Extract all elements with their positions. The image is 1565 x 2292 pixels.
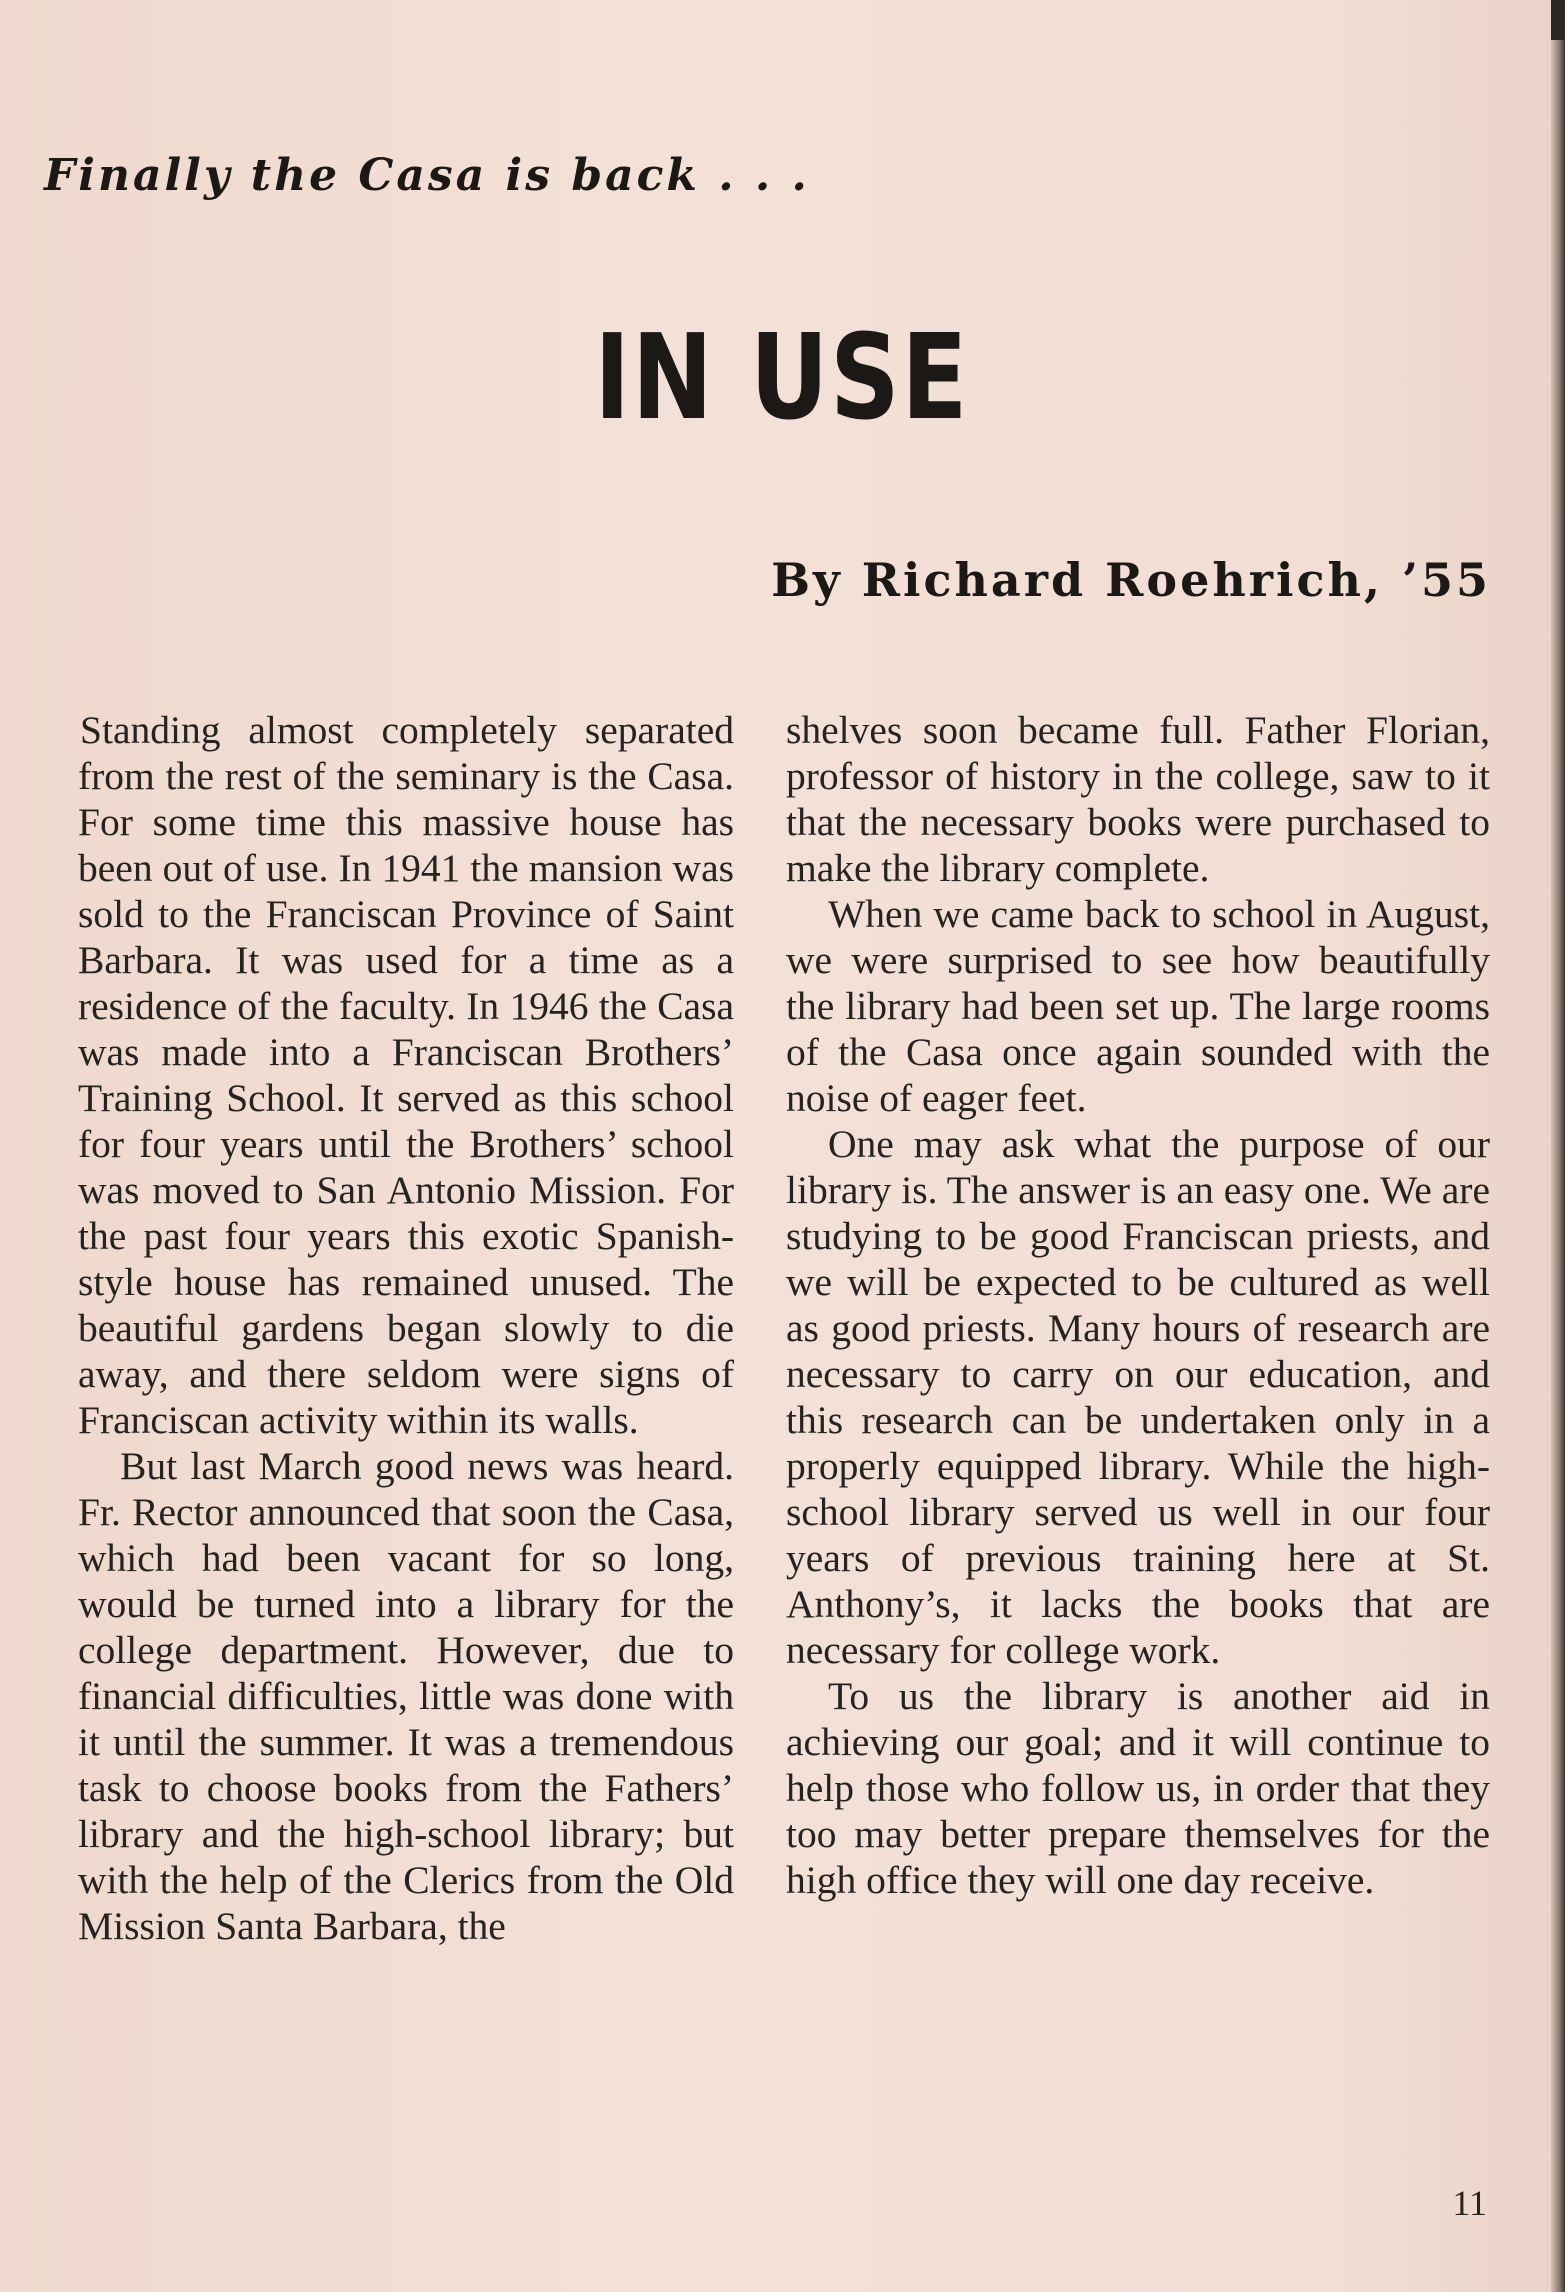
paragraph: To us the library is another aid in achieving our goal; and it will continue to help those who follow us, in order that they too may better prepare themselves for the high office they will one day receive. — [786, 1674, 1490, 1902]
article-kicker: Finally the Casa is back . . . — [44, 150, 810, 201]
paragraph: Standing almost completely separated from the rest of the seminary is the Casa. For some time this massive house has been out of use. In 1941 the mansion was sold to the Franciscan Province of Saint Barbara. It was used for a time as a residence of the faculty. In 1946 the Casa was made into a Franciscan Brothers’ Training School. It served as this school for four years until the Brothers’ school was moved to San Antonio Mission. For the past four years this exotic Spanish-style house has remained unused. The beautiful gardens began slowly to die away, and there seldom were signs of Franciscan activity within its walls. — [78, 708, 734, 1442]
paragraph: shelves soon became full. Father Florian, professor of history in the college, saw to it that the necessary books were purchased to make the library complete. — [786, 708, 1490, 890]
article-byline: By Richard Roehrich, ’55 — [771, 553, 1491, 607]
page-edge-top-shadow — [1551, 0, 1565, 40]
paragraph: One may ask what the purpose of our library is. The answer is an easy one. We are studying to be good Franciscan priests, and we will be expected to be cultured as well as good priests. Many hours of research are necessary to carry on our education, and this research can be undertaken only in a properly equipped library. While the high-school library served us well in our four years of previous training here at St. Anthony’s, it lacks the books that are necessary for college work. — [786, 1122, 1490, 1672]
page-number: 11 — [1452, 2183, 1487, 2223]
article-headline: IN USE — [594, 308, 970, 446]
paragraph: When we came back to school in August, we were surprised to see how beautifully the library had been set up. The large rooms of the Casa once again sounded with the noise of eager feet. — [786, 892, 1490, 1120]
article-left-column — [78, 707, 734, 1949]
page-edge-shadow — [1551, 0, 1565, 2292]
paragraph: But last March good news was heard. Fr. Rector announced that soon the Casa, which had been vacant for so long, would be turned into a library for the college department. However, due to financial difficulties, little was done with it until the summer. It was a tremendous task to choose books from the Fathers’ library and the high-school library; but with the help of the Clerics from the Old Mission Santa Barbara, the — [78, 1444, 734, 1948]
article-right-column — [786, 707, 1490, 1903]
